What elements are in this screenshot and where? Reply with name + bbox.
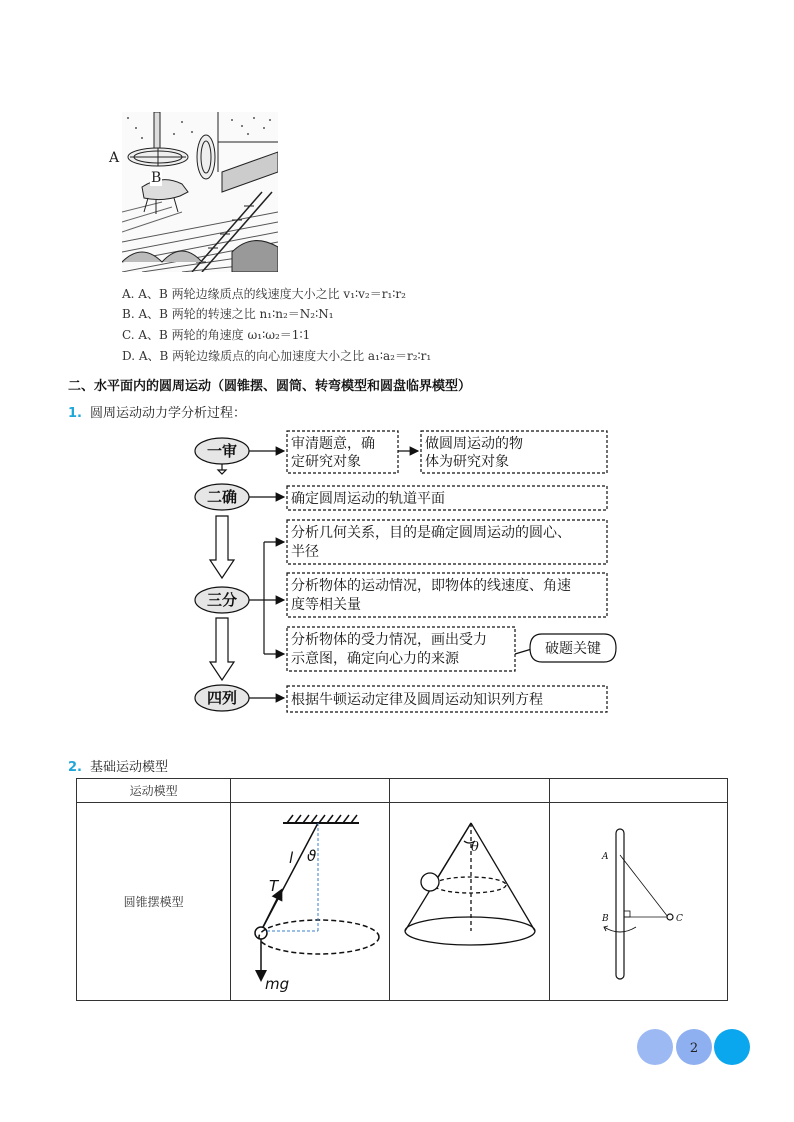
label-theta: ϑ [307,847,317,865]
item-2-text: 基础运动模型 [89,760,168,775]
box2-line1: 做圆周运动的物 [425,436,523,452]
label-rod-a: A [602,852,609,862]
item-1 [68,402,246,421]
table-row-conical-pendulum [77,803,728,1001]
box1-line2: 定研究对象 [291,454,361,470]
label-rod-c: C [676,914,684,924]
header-cell-model: 运动模型 [77,779,231,803]
step-4: 四列 [206,689,238,707]
row-label: 圆锥摆模型 [77,803,231,1001]
box6-line2: 示意图，确定向心力的来源 [291,651,459,667]
box3-text: 确定圆周运动的轨道平面 [291,491,445,507]
step-3: 三分 [206,591,238,609]
table-header-row [77,779,728,803]
pendulum-force-diagram [231,803,389,997]
item-2-number: 2. [68,760,82,775]
flowchart [190,426,620,718]
option-a: A. A、B 两轮边缘质点的线速度大小之比 v₁∶v₂＝r₁∶r₂ [122,287,406,301]
section-title: 二、水平面内的圆周运动（圆锥摆、圆筒、转弯模型和圆盘临界模型） [68,379,472,394]
option-c: C. A、B 两轮的角速度 ω₁∶ω₂＝1∶1 [122,328,311,342]
label-tension: T [269,877,279,895]
models-table [76,778,728,1001]
box2-line2: 体为研究对象 [425,454,509,470]
label-rod-b: B [602,914,609,924]
box5-line2: 度等相关量 [291,597,361,613]
item-1-number: 1. [68,406,82,421]
waterwheel-illustration [122,112,278,272]
step-2: 二确 [206,488,238,506]
label-cone-theta: θ [470,840,479,855]
callout-text: 破题关键 [545,641,601,657]
header-cell-3 [390,779,549,803]
page-number: 2 [689,1041,699,1056]
box4-line1: 分析几何关系，目的是确定圆周运动的圆心、 [291,525,571,541]
rod-figure-cell [549,803,727,1001]
page-number-badge [636,1028,752,1066]
box4-line2: 半径 [291,544,319,560]
item-2 [68,756,168,775]
cone-figure-cell [390,803,549,1001]
option-d: D. A、B 两轮边缘质点的向心加速度大小之比 a₁∶a₂＝r₂∶r₁ [122,349,432,363]
label-mg: mg [265,975,290,993]
label-b: B [151,170,162,186]
pendulum-figure-cell [231,803,390,1001]
box1-line1: 审清题意，确 [291,436,375,452]
cone-diagram [391,803,549,997]
header-cell-2 [231,779,390,803]
rod-diagram [550,803,726,997]
item-1-text: 圆周运动动力学分析过程： [89,406,246,421]
box7-text: 根据牛顿运动定律及圆周运动知识列方程 [291,692,543,708]
label-a: A [109,150,120,166]
option-b: B. A、B 两轮的转速之比 n₁∶n₂＝N₂∶N₁ [122,307,334,321]
step-1: 一审 [206,442,238,460]
box6-line1: 分析物体的受力情况，画出受力 [291,632,487,648]
header-cell-4 [549,779,727,803]
label-l: l [289,849,294,867]
box5-line1: 分析物体的运动情况，即物体的线速度、角速 [291,578,571,594]
